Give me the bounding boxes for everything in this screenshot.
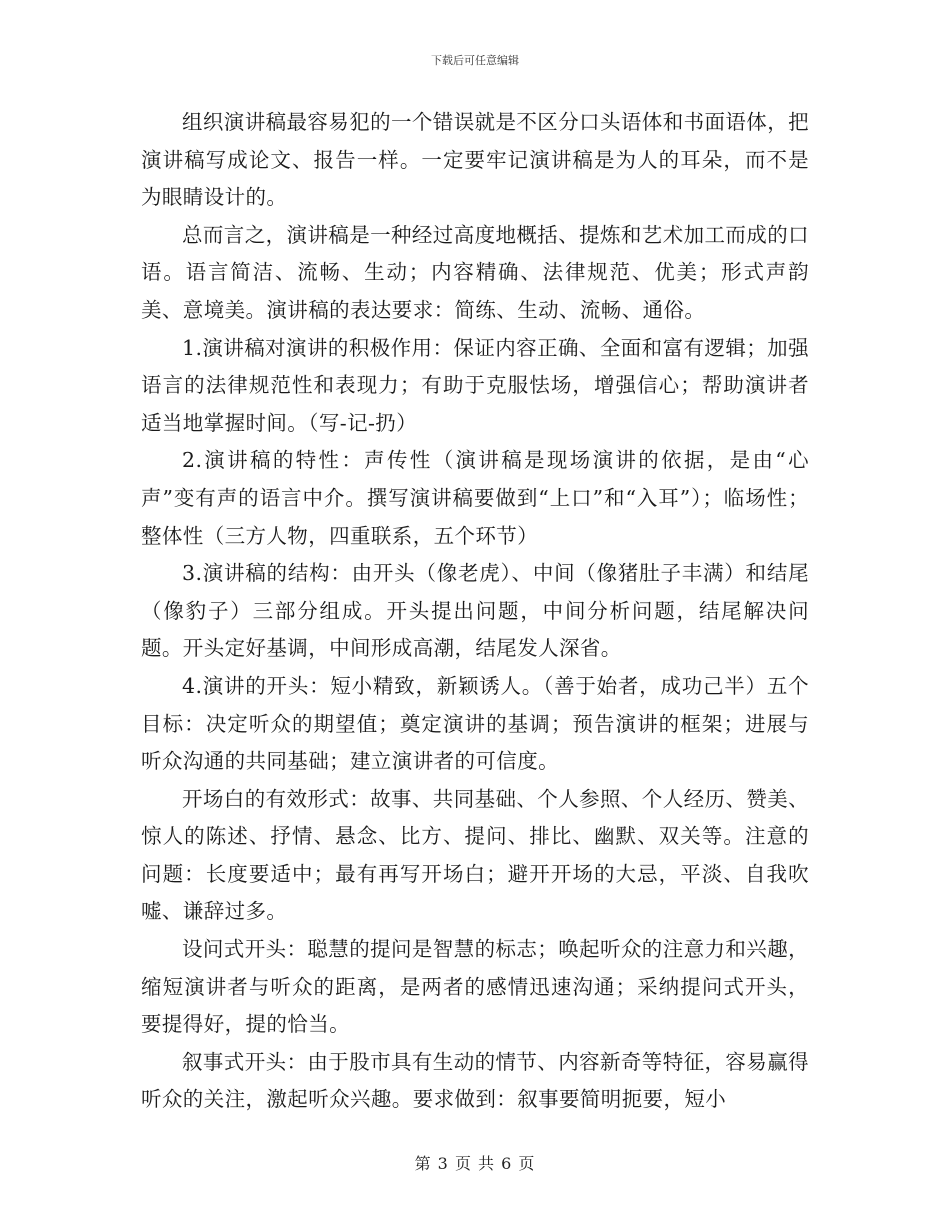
page-number: 第 3 页 共 6 页 <box>414 1154 536 1173</box>
paragraph: 开场白的有效形式：故事、共同基础、个人参照、个人经历、赞美、惊人的陈述、抒情、悬念、比方、提问、排比、幽默、双关等。注意的问题：长度要适中；最有再写开场白；避开开场的大忌，平淡、自我吹嘘、谦辞过多。 <box>141 786 809 924</box>
paragraph: 设问式开头：聪慧的提问是智慧的标志；唤起听众的注意力和兴趣，缩短演讲者与听众的距离，是两者的感情迅速沟通；采纳提问式开头，要提得好，提的恰当。 <box>141 937 809 1037</box>
paragraph: 2.演讲稿的特性：声传性（演讲稿是现场演讲的依据，是由“心声”变有声的语言中介。撰写演讲稿要做到“上口”和“入耳”）；临场性；整体性（三方人物，四重联系，五个环节） <box>141 448 809 548</box>
paragraph: 叙事式开头：由于股市具有生动的情节、内容新奇等特征，容易赢得听众的关注，激起听众兴趣。要求做到：叙事要简明扼要，短小 <box>141 1049 809 1112</box>
paragraph: 总而言之，演讲稿是一种经过高度地概括、提炼和艺术加工而成的口语。语言简洁、流畅、生动；内容精确、法律规范、优美；形式声韵美、意境美。演讲稿的表达要求：简练、生动、流畅、通俗。 <box>141 222 809 322</box>
paragraph: 3.演讲稿的结构：由开头（像老虎）、中间（像猪肚子丰满）和结尾（像豹子）三部分组成。开头提出问题，中间分析问题，结尾解决问题。开头定好基调，中间形成高潮，结尾发人深省。 <box>141 561 809 661</box>
document-body <box>141 104 809 1119</box>
paragraph: 1.演讲稿对演讲的积极作用：保证内容正确、全面和富有逻辑；加强语言的法律规范性和表现力；有助于克服怯场，增强信心；帮助演讲者适当地掌握时间。（写-记-扔） <box>141 335 809 435</box>
paragraph: 组织演讲稿最容易犯的一个错误就是不区分口头语体和书面语体，把演讲稿写成论文、报告一样。一定要牢记演讲稿是为人的耳朵，而不是为眼睛设计的。 <box>141 110 809 210</box>
page-header: 下载后可任意编辑 <box>431 54 519 67</box>
paragraph: 4.演讲的开头：短小精致，新颖诱人。（善于始者，成功己半）五个目标：决定听众的期望值；奠定演讲的基调；预告演讲的框架；进展与听众沟通的共同基础；建立演讲者的可信度。 <box>141 673 809 774</box>
